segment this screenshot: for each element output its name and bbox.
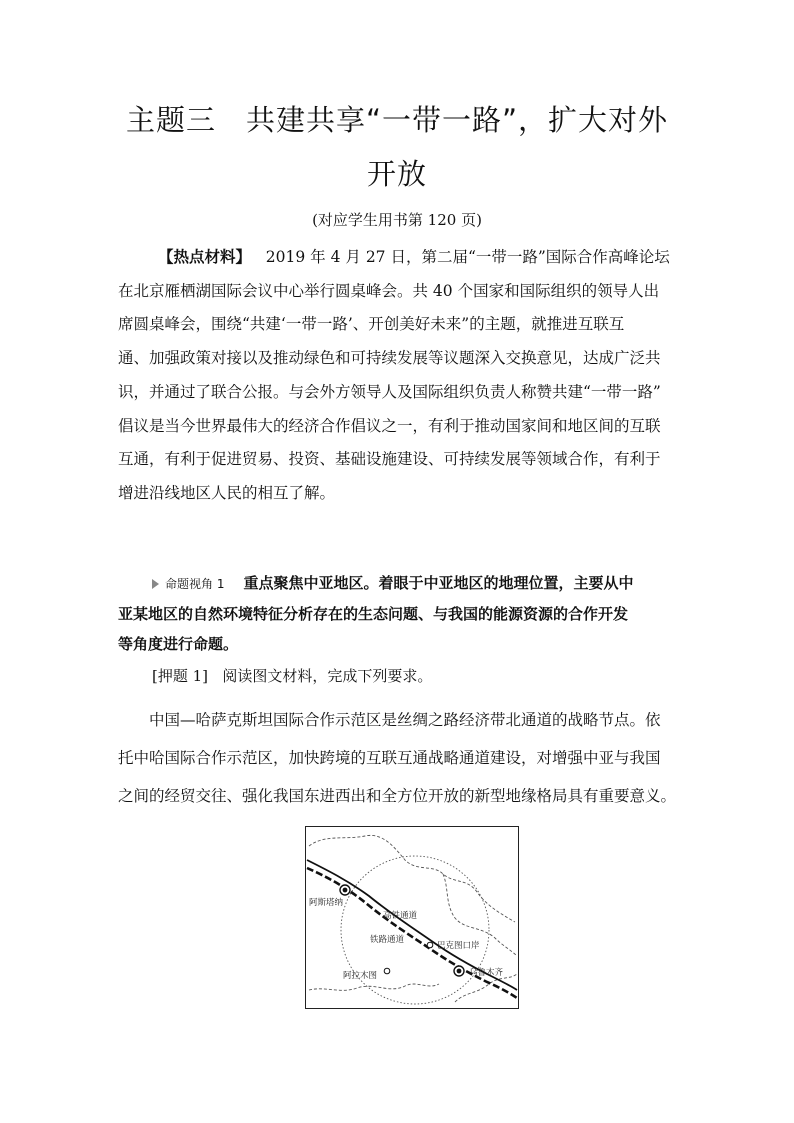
triangle-marker-icon bbox=[152, 579, 159, 589]
map-label-bakhty: 巴克图口岸 bbox=[437, 941, 480, 951]
map-label-astana: 阿斯塔纳 bbox=[309, 898, 344, 908]
hot-material-tag: 【热点材料】 bbox=[158, 247, 252, 266]
perspective-line: 等角度进行命题。 bbox=[118, 635, 239, 653]
astana-marker-dot-icon bbox=[343, 888, 348, 893]
perspective-line: 重点聚焦中亚地区。着眼于中亚地区的地理位置，主要从中 bbox=[243, 574, 634, 592]
hot-material-line: 2019 年 4 月 27 日，第二届“一带一路”国际合作高峰论坛 bbox=[265, 248, 670, 266]
hot-material-line: 通、加强政策对接以及推动绿色和可持续发展等议题深入交换意见，达成广泛共 bbox=[118, 349, 661, 368]
location-map bbox=[305, 826, 519, 1009]
map-label-almaty: 阿拉木图 bbox=[343, 971, 378, 981]
page-title: 主题三 共建共享“一带一路”，扩大对外 bbox=[125, 103, 669, 137]
passage-line: 中国—哈萨克斯坦国际合作示范区是丝绸之路经济带北通道的战略节点。依 bbox=[149, 711, 661, 729]
hot-material-line: 增进沿线地区人民的相互了解。 bbox=[118, 483, 336, 502]
map-label-high-speed-rail: 高铁通道 bbox=[383, 911, 418, 921]
perspective-label: 命题视角 1 bbox=[165, 577, 225, 591]
hot-material-line: 互通，有利于促进贸易、投资、基础设施建设、可持续发展等领域合作，有利于 bbox=[118, 450, 661, 469]
urumqi-marker-dot-icon bbox=[457, 969, 462, 974]
almaty-marker-icon bbox=[384, 968, 390, 974]
map-label-railway: 铁路通道 bbox=[370, 935, 405, 945]
hot-material-line: 席圆桌峰会，围绕“共建‘一带一路’、开创美好未来”的主题，就推进互联互 bbox=[118, 315, 625, 334]
hot-material-line: 在北京雁栖湖国际会议中心举行圆桌峰会。共 40 个国家和国际组织的领导人出 bbox=[118, 281, 660, 300]
hot-material-line: 倡议是当今世界最伟大的经济合作倡议之一，有利于推动国家间和地区间的互联 bbox=[118, 416, 661, 435]
hot-material-paragraph bbox=[118, 240, 680, 511]
exercise-tag: [押题 1] bbox=[152, 667, 209, 685]
perspective-line: 亚某地区的自然环境特征分析存在的生态问题、与我国的能源资源的合作开发 bbox=[118, 605, 629, 623]
bakhty-marker-icon bbox=[427, 942, 433, 948]
map-label-urumqi: 乌鲁木齐 bbox=[469, 968, 504, 978]
exercise-instruction: 阅读图文材料，完成下列要求。 bbox=[222, 667, 433, 685]
exercise-line bbox=[118, 660, 680, 694]
page-title-continued: 开放 bbox=[366, 157, 427, 191]
page-subtitle: (对应学生用书第 120 页) bbox=[312, 211, 482, 229]
passage-line: 托中哈国际合作示范区，加快跨境的互联互通战略通道建设，对增强中亚与我国 bbox=[118, 749, 661, 767]
perspective-paragraph bbox=[118, 568, 680, 659]
passage-paragraph bbox=[118, 701, 680, 815]
hot-material-line: 识，并通过了联合公报。与会外方领导人及国际组织负责人称赞共建“一带一路” bbox=[118, 382, 661, 401]
passage-line: 之间的经贸交往、强化我国东进西出和全方位开放的新型地缘格局具有重要意义。 bbox=[118, 787, 677, 805]
